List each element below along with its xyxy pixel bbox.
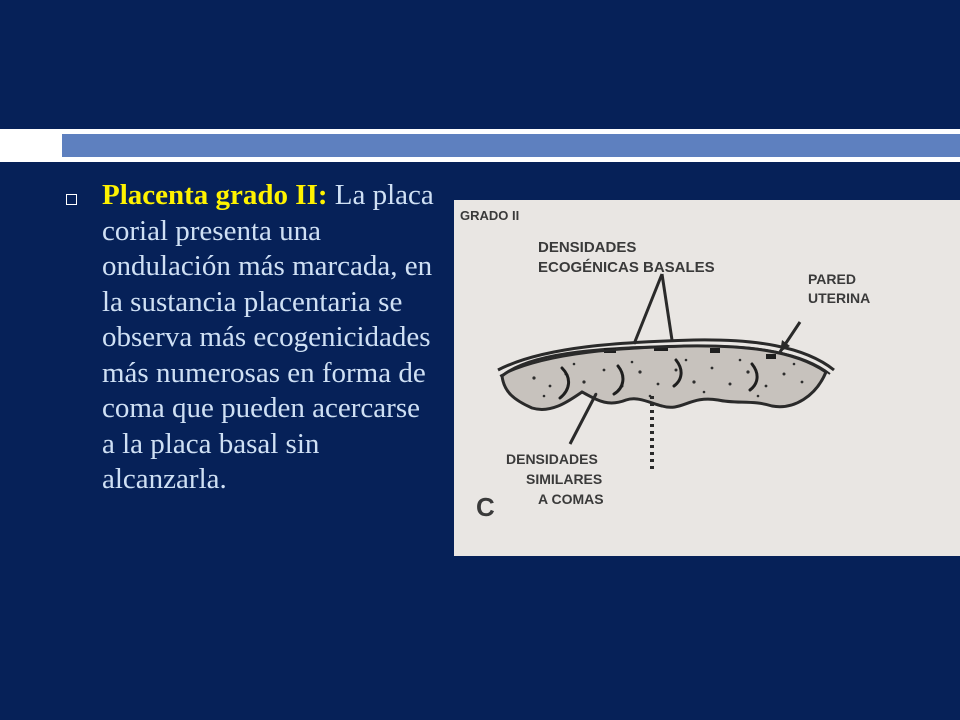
bullet-body: La placa corial presenta una ondulación más marcada, en la sustancia placentaria se observa más ecogenicidades más numerosas en forma de coma que pueden acercarse a la placa basal sin alcanzarla.	[102, 179, 434, 495]
label-densidades-basales-2: ECOGÉNICAS BASALES	[538, 259, 715, 276]
square-bullet-icon	[66, 194, 77, 205]
bullet-item	[66, 178, 436, 498]
label-pared-2: UTERINA	[808, 290, 871, 306]
placenta-diagram-svg	[454, 200, 960, 556]
bullet-text	[102, 178, 436, 498]
label-comas-1: DENSIDADES	[506, 451, 598, 467]
panel-letter: C	[476, 492, 495, 522]
placenta-body-shape	[502, 346, 826, 410]
title-divider-blue	[62, 134, 960, 157]
label-comas-2: SIMILARES	[526, 471, 603, 487]
label-comas-3: A COMAS	[538, 491, 604, 507]
bullet-heading: Placenta grado II:	[102, 179, 328, 211]
placenta-grade-diagram	[454, 200, 960, 556]
label-pared-1: PARED	[808, 271, 856, 287]
label-densidades-basales-1: DENSIDADES	[538, 239, 637, 256]
figure-corner-label: GRADO II	[460, 208, 520, 223]
